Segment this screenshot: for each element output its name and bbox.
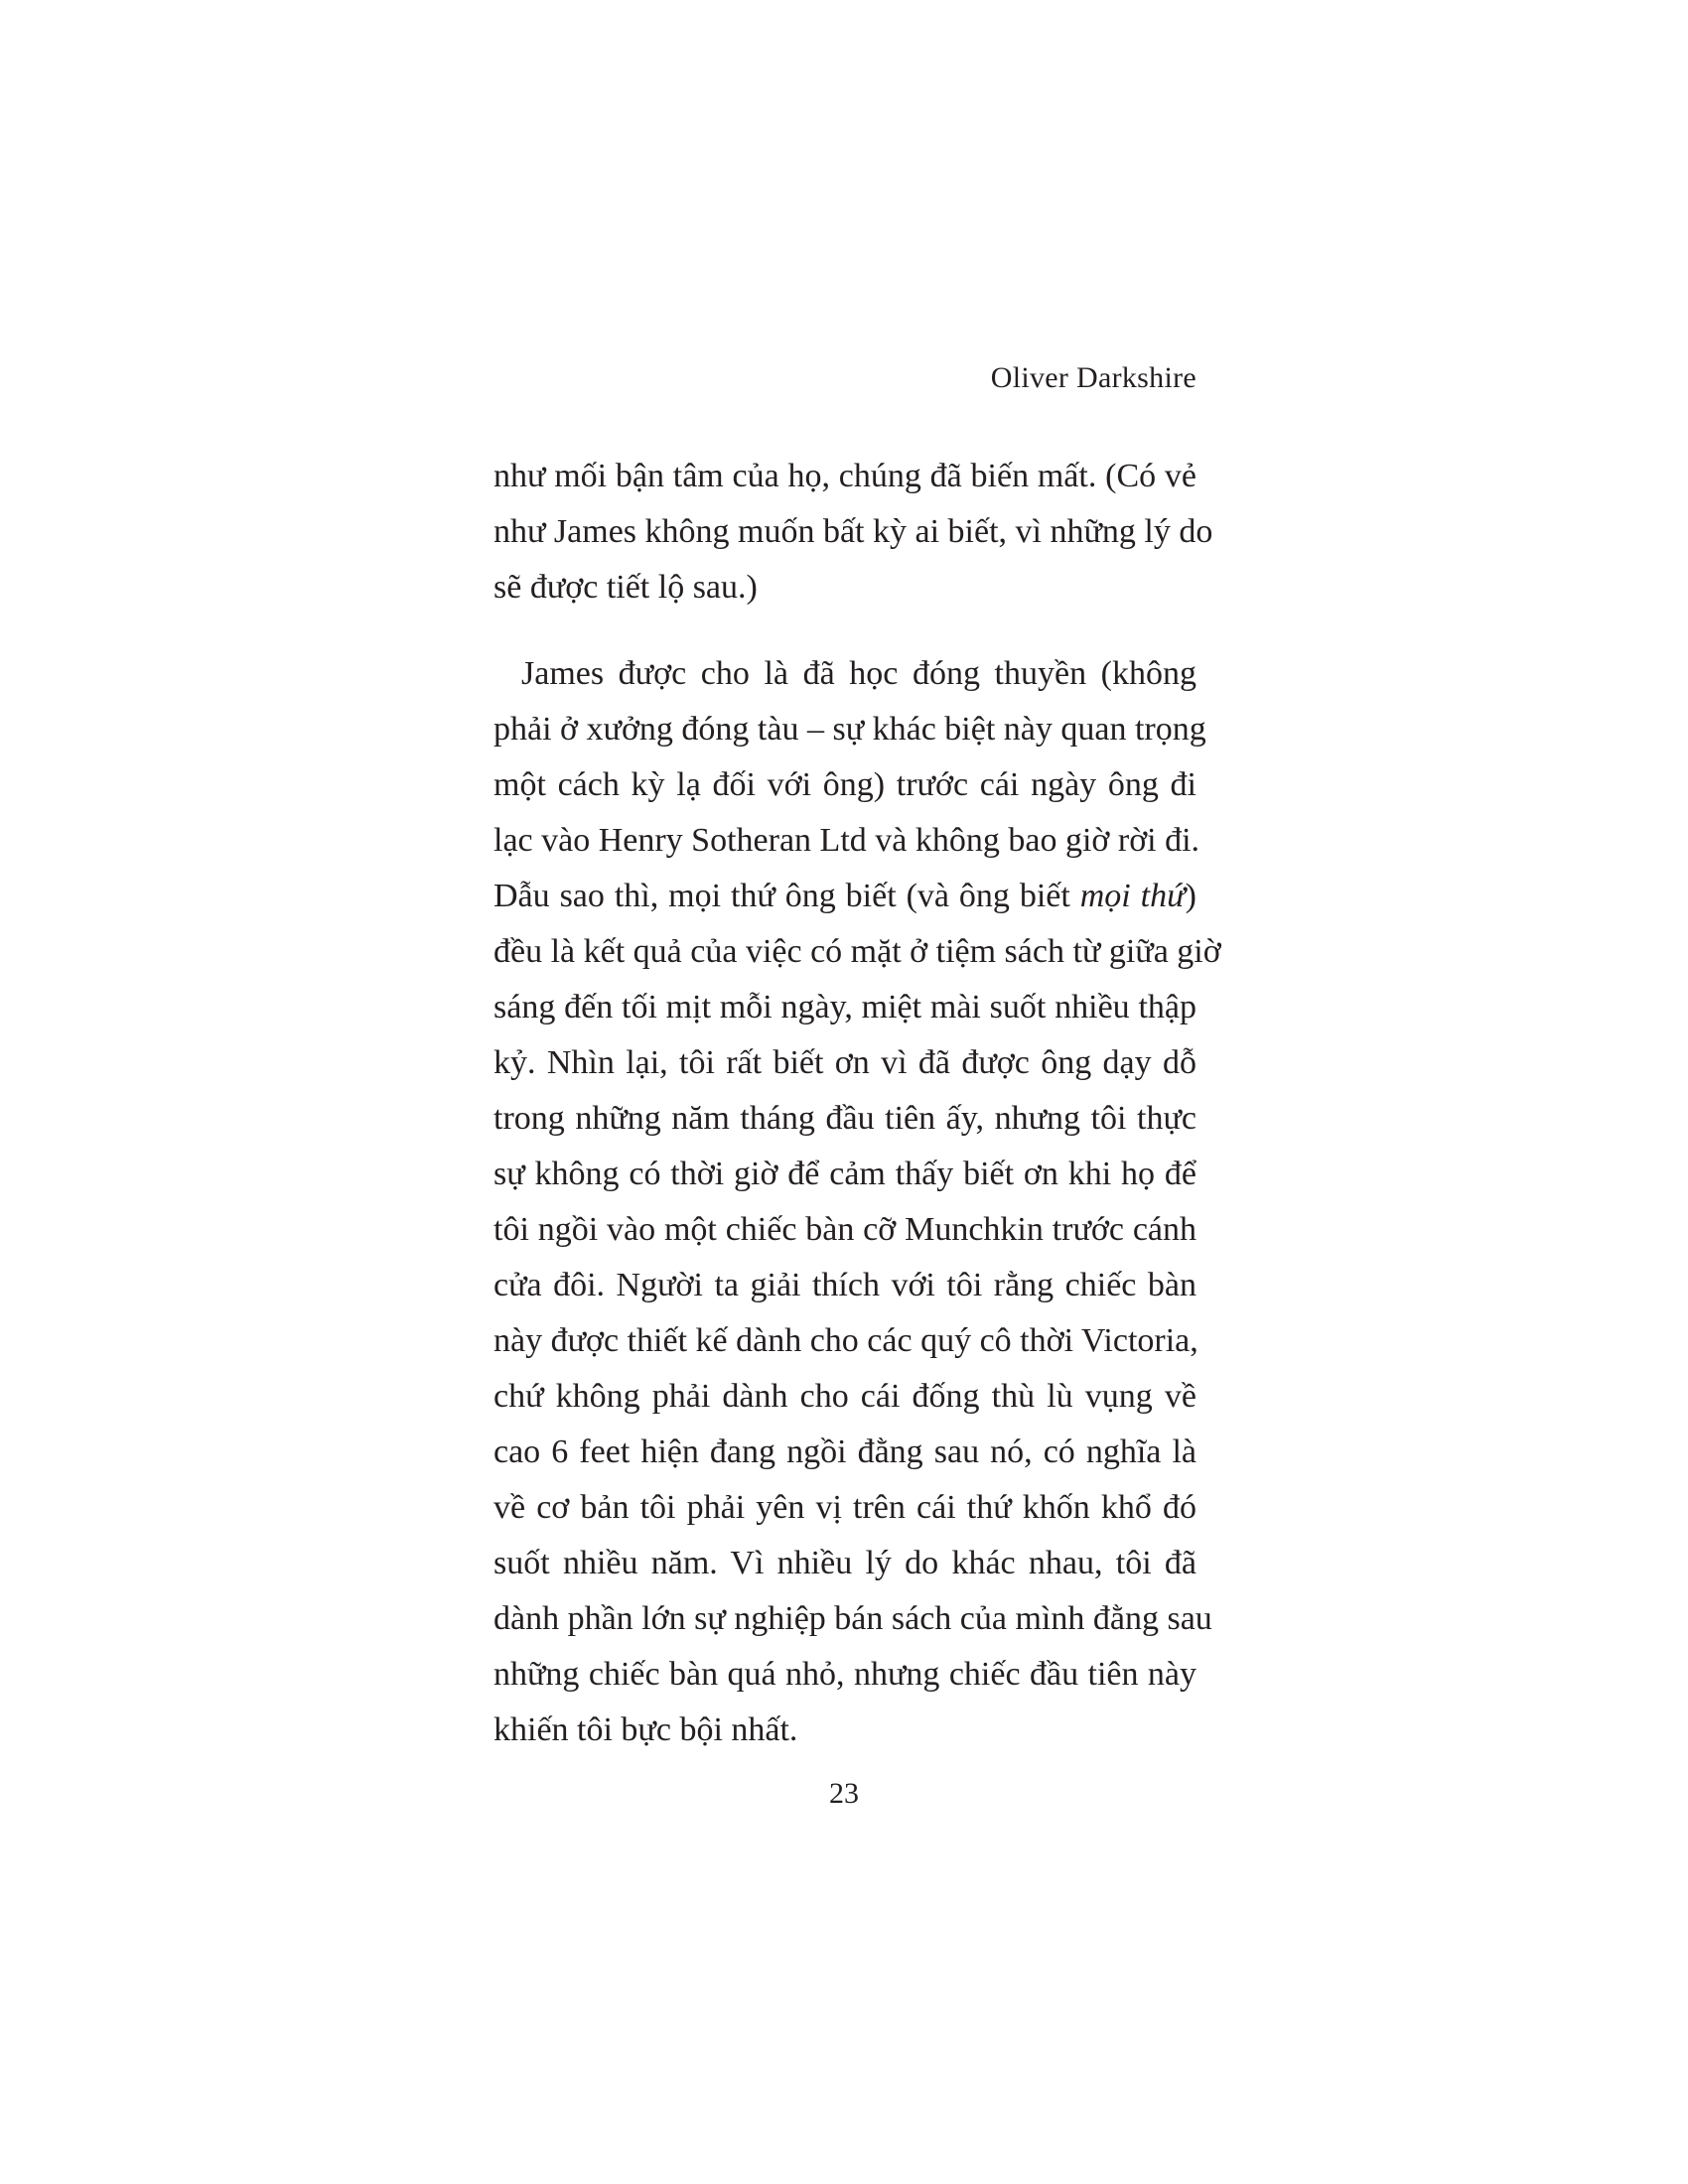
text-line: đều là kết quả của việc có mặt ở tiệm sách từ giữa giờ — [493, 933, 1221, 970]
text-line: này được thiết kế dành cho các quý cô thời Victoria, — [493, 1322, 1198, 1359]
text-line: sự không có thời giờ để cảm thấy biết ơn khi họ để — [493, 1156, 1196, 1192]
text-line: phải ở xưởng đóng tàu – sự khác biệt này quan trọng — [493, 711, 1206, 748]
text-segment: ) — [1185, 878, 1196, 914]
text-line: cửa đôi. Người ta giải thích với tôi rằng chiếc bàn — [493, 1267, 1196, 1303]
text-line: trong những năm tháng đầu tiên ấy, nhưng tôi thực — [493, 1100, 1196, 1137]
text-line: như James không muốn bất kỳ ai biết, vì những lý do — [493, 513, 1213, 550]
text-line: tôi ngồi vào một chiếc bàn cỡ Munchkin trước cánh — [493, 1211, 1196, 1248]
text-segment: Dẫu sao thì, mọi thứ ông biết (và ông biết — [493, 878, 1080, 914]
text-line: cao 6 feet hiện đang ngồi đằng sau nó, có nghĩa là — [493, 1433, 1196, 1470]
text-line: như mối bận tâm của họ, chúng đã biến mất. (Có vẻ — [493, 458, 1196, 494]
paragraph-2 — [493, 646, 1221, 1758]
text-line-with-italic — [493, 869, 1196, 924]
text-line: khiến tôi bực bội nhất. — [493, 1711, 798, 1748]
text-line: dành phần lớn sự nghiệp bán sách của mình đằng sau — [493, 1600, 1212, 1637]
paragraph-gap — [493, 615, 1196, 646]
italic-phrase: mọi thứ — [1079, 878, 1186, 914]
text-line: sẽ được tiết lộ sau.) — [493, 569, 758, 606]
page-number: 23 — [829, 1777, 859, 1810]
text-line: những chiếc bàn quá nhỏ, nhưng chiếc đầu tiên này — [493, 1656, 1196, 1693]
text-line: sáng đến tối mịt mỗi ngày, miệt mài suốt nhiều thập — [493, 989, 1196, 1025]
text-line: một cách kỳ lạ đối với ông) trước cái ngày ông đi — [493, 766, 1196, 803]
text-line: suốt nhiều năm. Vì nhiều lý do khác nhau, tôi đã — [493, 1545, 1196, 1581]
text-line: kỷ. Nhìn lại, tôi rất biết ơn vì đã được ông dạy dỗ — [493, 1044, 1196, 1081]
text-line: James được cho là đã học đóng thuyền (không — [521, 655, 1196, 692]
running-header: Oliver Darkshire — [990, 361, 1196, 394]
text-line: về cơ bản tôi phải yên vị trên cái thứ khốn khổ đó — [493, 1489, 1196, 1526]
body-text — [493, 449, 1221, 1758]
text-line: chứ không phải dành cho cái đống thù lù vụng về — [493, 1378, 1196, 1415]
text-line: lạc vào Henry Sotheran Ltd và không bao giờ rời đi. — [493, 822, 1200, 859]
paragraph-1 — [493, 449, 1213, 615]
